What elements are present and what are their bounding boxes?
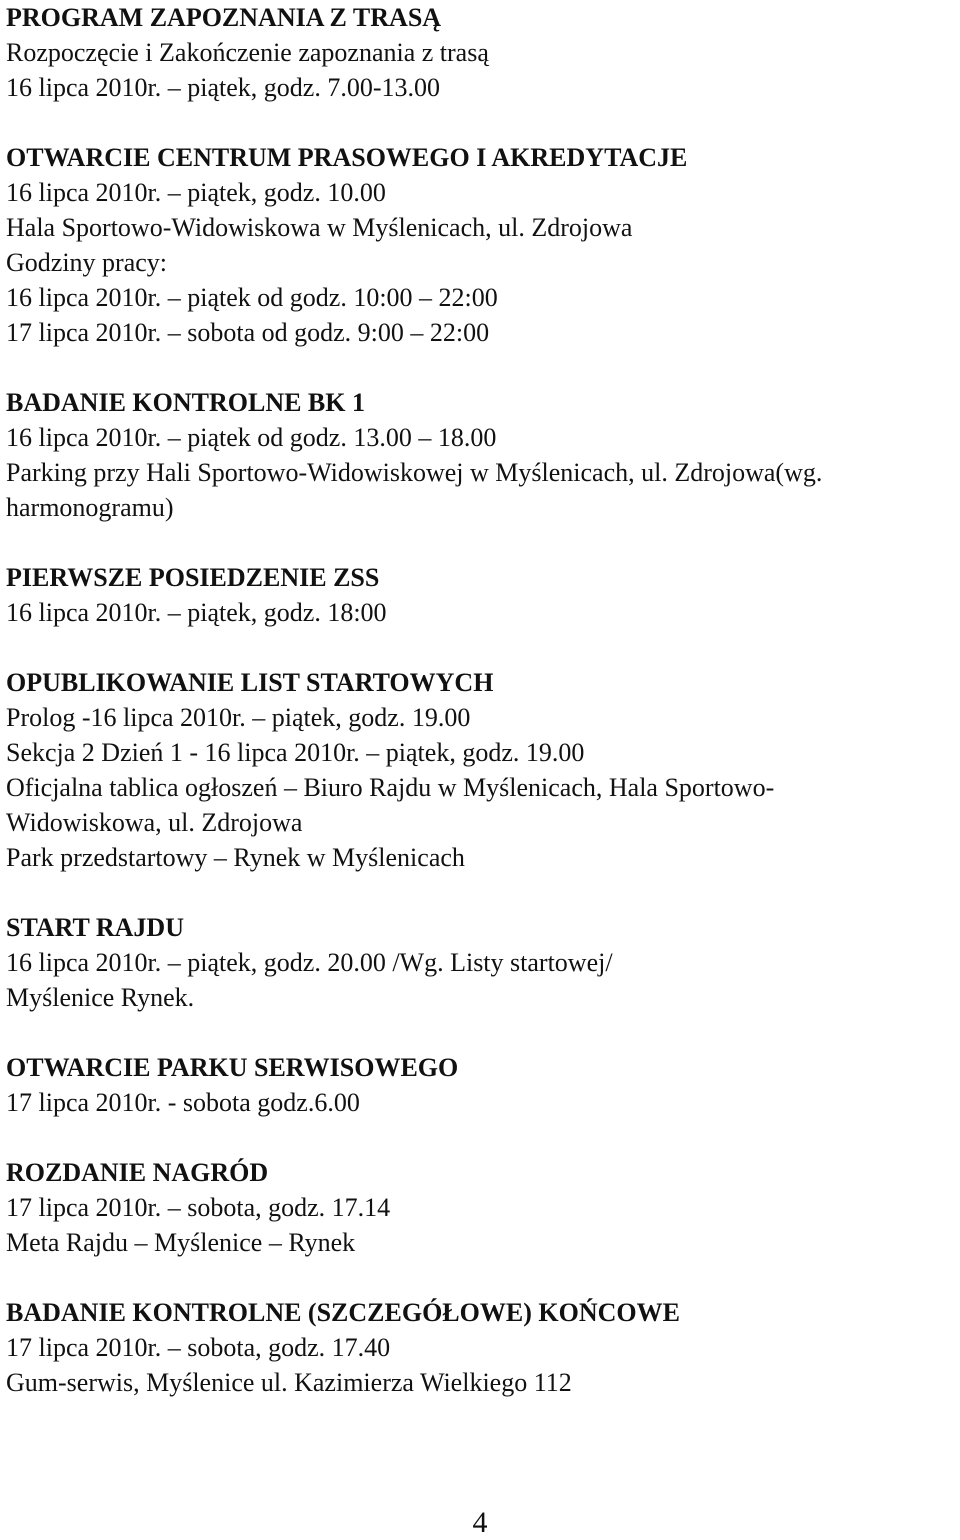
section-line: Parking przy Hali Sportowo-Widowiskowej w Myślenicach, ul. Zdrojowa(wg. <box>6 458 823 487</box>
section-heading: OTWARCIE CENTRUM PRASOWEGO I AKREDYTACJE <box>6 143 688 172</box>
section-heading: OPUBLIKOWANIE LIST STARTOWYCH <box>6 668 494 697</box>
section-line: Sekcja 2 Dzień 1 - 16 lipca 2010r. – piątek, godz. 19.00 <box>6 738 585 767</box>
section-line: Hala Sportowo-Widowiskowa w Myślenicach, ul. Zdrojowa <box>6 213 633 242</box>
schedule-section <box>6 1295 951 1400</box>
section-line: 16 lipca 2010r. – piątek od godz. 13.00 – 18.00 <box>6 423 497 452</box>
schedule-section <box>6 140 951 350</box>
section-line: Meta Rajdu – Myślenice – Rynek <box>6 1228 356 1257</box>
section-line: Rozpoczęcie i Zakończenie zapoznania z trasą <box>6 38 489 67</box>
section-line: 16 lipca 2010r. – piątek, godz. 20.00 /Wg. Listy startowej/ <box>6 948 613 977</box>
section-line: 17 lipca 2010r. – sobota, godz. 17.14 <box>6 1193 391 1222</box>
section-line: 16 lipca 2010r. – piątek od godz. 10:00 – 22:00 <box>6 283 498 312</box>
section-heading: BADANIE KONTROLNE BK 1 <box>6 388 365 417</box>
section-heading: ROZDANIE NAGRÓD <box>6 1158 269 1187</box>
page-number: 4 <box>472 1506 488 1539</box>
section-line: 17 lipca 2010r. – sobota od godz. 9:00 – 22:00 <box>6 318 490 347</box>
section-line: Gum-serwis, Myślenice ul. Kazimierza Wielkiego 112 <box>6 1368 572 1397</box>
program-document <box>6 0 951 1435</box>
section-heading: OTWARCIE PARKU SERWISOWEGO <box>6 1053 459 1082</box>
section-line: Oficjalna tablica ogłoszeń – Biuro Rajdu w Myślenicach, Hala Sportowo- <box>6 773 775 802</box>
section-line: Godziny pracy: <box>6 248 168 277</box>
section-line: 17 lipca 2010r. – sobota, godz. 17.40 <box>6 1333 391 1362</box>
schedule-section <box>6 385 951 525</box>
section-heading: BADANIE KONTROLNE (SZCZEGÓŁOWE) KOŃCOWE <box>6 1298 680 1327</box>
schedule-section <box>6 560 951 630</box>
section-heading: PIERWSZE POSIEDZENIE ZSS <box>6 563 380 592</box>
schedule-section <box>6 1155 951 1260</box>
section-line: Park przedstartowy – Rynek w Myślenicach <box>6 843 465 872</box>
section-line: Prolog -16 lipca 2010r. – piątek, godz. 19.00 <box>6 703 471 732</box>
section-line: 16 lipca 2010r. – piątek, godz. 18:00 <box>6 598 387 627</box>
section-heading: START RAJDU <box>6 913 184 942</box>
section-line: harmonogramu) <box>6 493 174 522</box>
section-heading: PROGRAM ZAPOZNANIA Z TRASĄ <box>6 3 442 32</box>
schedule-section <box>6 910 951 1015</box>
section-line: Widowiskowa, ul. Zdrojowa <box>6 808 303 837</box>
section-line: 17 lipca 2010r. - sobota godz.6.00 <box>6 1088 360 1117</box>
section-line: 16 lipca 2010r. – piątek, godz. 10.00 <box>6 178 386 207</box>
schedule-section <box>6 0 951 105</box>
schedule-section <box>6 665 951 875</box>
section-line: 16 lipca 2010r. – piątek, godz. 7.00-13.00 <box>6 73 440 102</box>
schedule-section <box>6 1050 951 1120</box>
section-line: Myślenice Rynek. <box>6 983 195 1012</box>
